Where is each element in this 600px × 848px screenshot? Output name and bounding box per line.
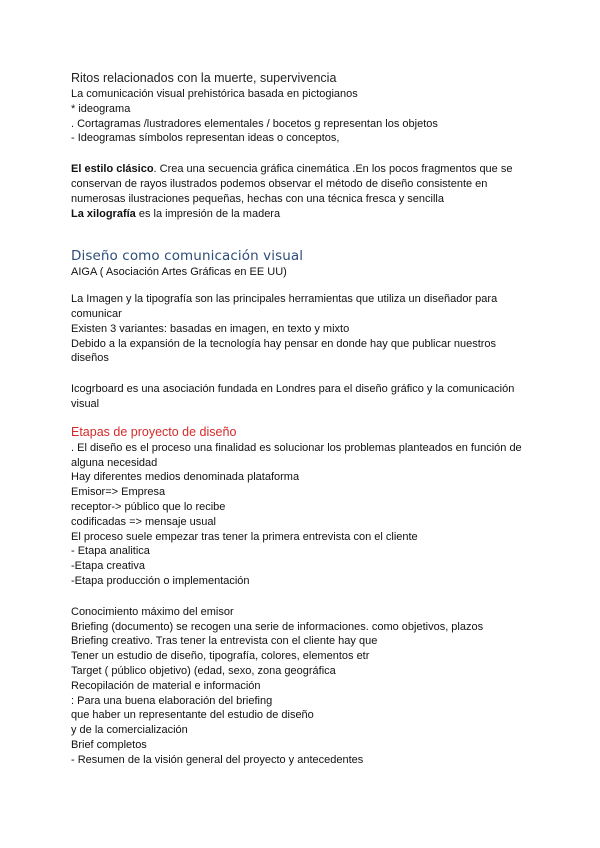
text-line: - Resumen de la visión general del proyecto y antecedentes — [71, 753, 364, 766]
spacer — [71, 366, 541, 382]
text-line: Debido a la expansión de la tecnología hay pensar en donde hay que publicar nuestros — [71, 337, 497, 350]
xilografia-paragraph — [71, 207, 541, 222]
text-line: alguna necesidad — [71, 456, 158, 469]
spacer — [71, 589, 541, 605]
text-line: - Etapa analitica — [71, 545, 150, 558]
text-line: Brief completos — [71, 738, 147, 751]
text-line: Tener un estudio de diseño, tipografía, colores, elementos etr — [71, 650, 370, 663]
text-line: Briefing creativo. Tras tener la entrevista con el cliente hay que — [71, 635, 378, 648]
text-line: -Etapa producción o implementación — [71, 574, 250, 587]
text-line: que haber un representante del estudio de diseño — [71, 709, 314, 722]
text-line: Conocimiento máximo del emisor — [71, 605, 234, 618]
text-line: visual — [71, 397, 100, 410]
text-line: Hay diferentes medios denominada plataforma — [71, 471, 300, 484]
text-line: . El diseño es el proceso una finalidad es solucionar los problemas planteados en función de — [71, 441, 522, 454]
estilo-clasico-label: El estilo clásico — [71, 163, 154, 176]
xilografia-text: es la impresión de la madera — [135, 207, 281, 220]
spacer — [71, 221, 541, 247]
text-line: . Cortagramas /lustradores elementales / bocetos g representan los objetos — [71, 117, 438, 130]
text-line: y de la comercialización — [71, 724, 188, 737]
text-line: receptor-> público que lo recibe — [71, 500, 226, 513]
spacer — [71, 146, 541, 162]
estilo-clasico-text: . Crea una secuencia gráfica cinemática .En los pocos fragmentos que se — [153, 163, 513, 176]
spacer — [71, 280, 541, 292]
subtitle-aiga: AIGA ( Asociación Artes Gráficas en EE UU) — [71, 266, 287, 279]
text-line: : Para una buena elaboración del briefing — [71, 694, 273, 707]
text-line: La comunicación visual prehistórica basada en pictogianos — [71, 88, 358, 100]
heading-diseno-comunicacion: Diseño como comunicación visual — [71, 248, 304, 265]
text-line: Target ( público objetivo) (edad, sexo, zona geográfica — [71, 664, 336, 677]
xilografia-label: La xilografía — [71, 207, 136, 220]
estilo-clasico-paragraph — [71, 162, 541, 177]
spacer — [71, 412, 541, 424]
text-line: -Etapa creativa — [71, 560, 145, 573]
text-line: codificadas => mensaje usual — [71, 515, 216, 528]
document-content — [71, 70, 541, 767]
text-line: El proceso suele empezar tras tener la primera entrevista con el cliente — [71, 530, 418, 543]
text-line: Existen 3 variantes: basadas en imagen, en texto y mixto — [71, 322, 350, 335]
text-line: comunicar — [71, 307, 122, 320]
text-line: Recopilación de material e información — [71, 679, 261, 692]
text-line: Icogrboard es una asociación fundada en Londres para el diseño gráfico y la comunicación — [71, 383, 515, 396]
heading-etapas-proyecto: Etapas de proyecto de diseño — [71, 424, 237, 439]
section-title: Ritos relacionados con la muerte, supervivencia — [71, 71, 337, 85]
text-line: * ideograma — [71, 102, 131, 115]
text-line: - Ideogramas símbolos representan ideas o conceptos, — [71, 132, 340, 145]
text-line: numerosas ilustraciones pequeñas, hechas con una técnica fresca y sencilla — [71, 192, 444, 205]
text-line: Emisor=> Empresa — [71, 486, 166, 499]
text-line: Briefing (documento) se recogen una serie de informaciones. como objetivos, plazos — [71, 620, 484, 633]
text-line: diseños — [71, 352, 109, 365]
text-line: conservan de rayos ilustrados podemos observar el método de diseño consistente en — [71, 177, 488, 190]
text-line: La Imagen y la tipografía son las principales herramientas que utiliza un diseñador para — [71, 293, 498, 306]
